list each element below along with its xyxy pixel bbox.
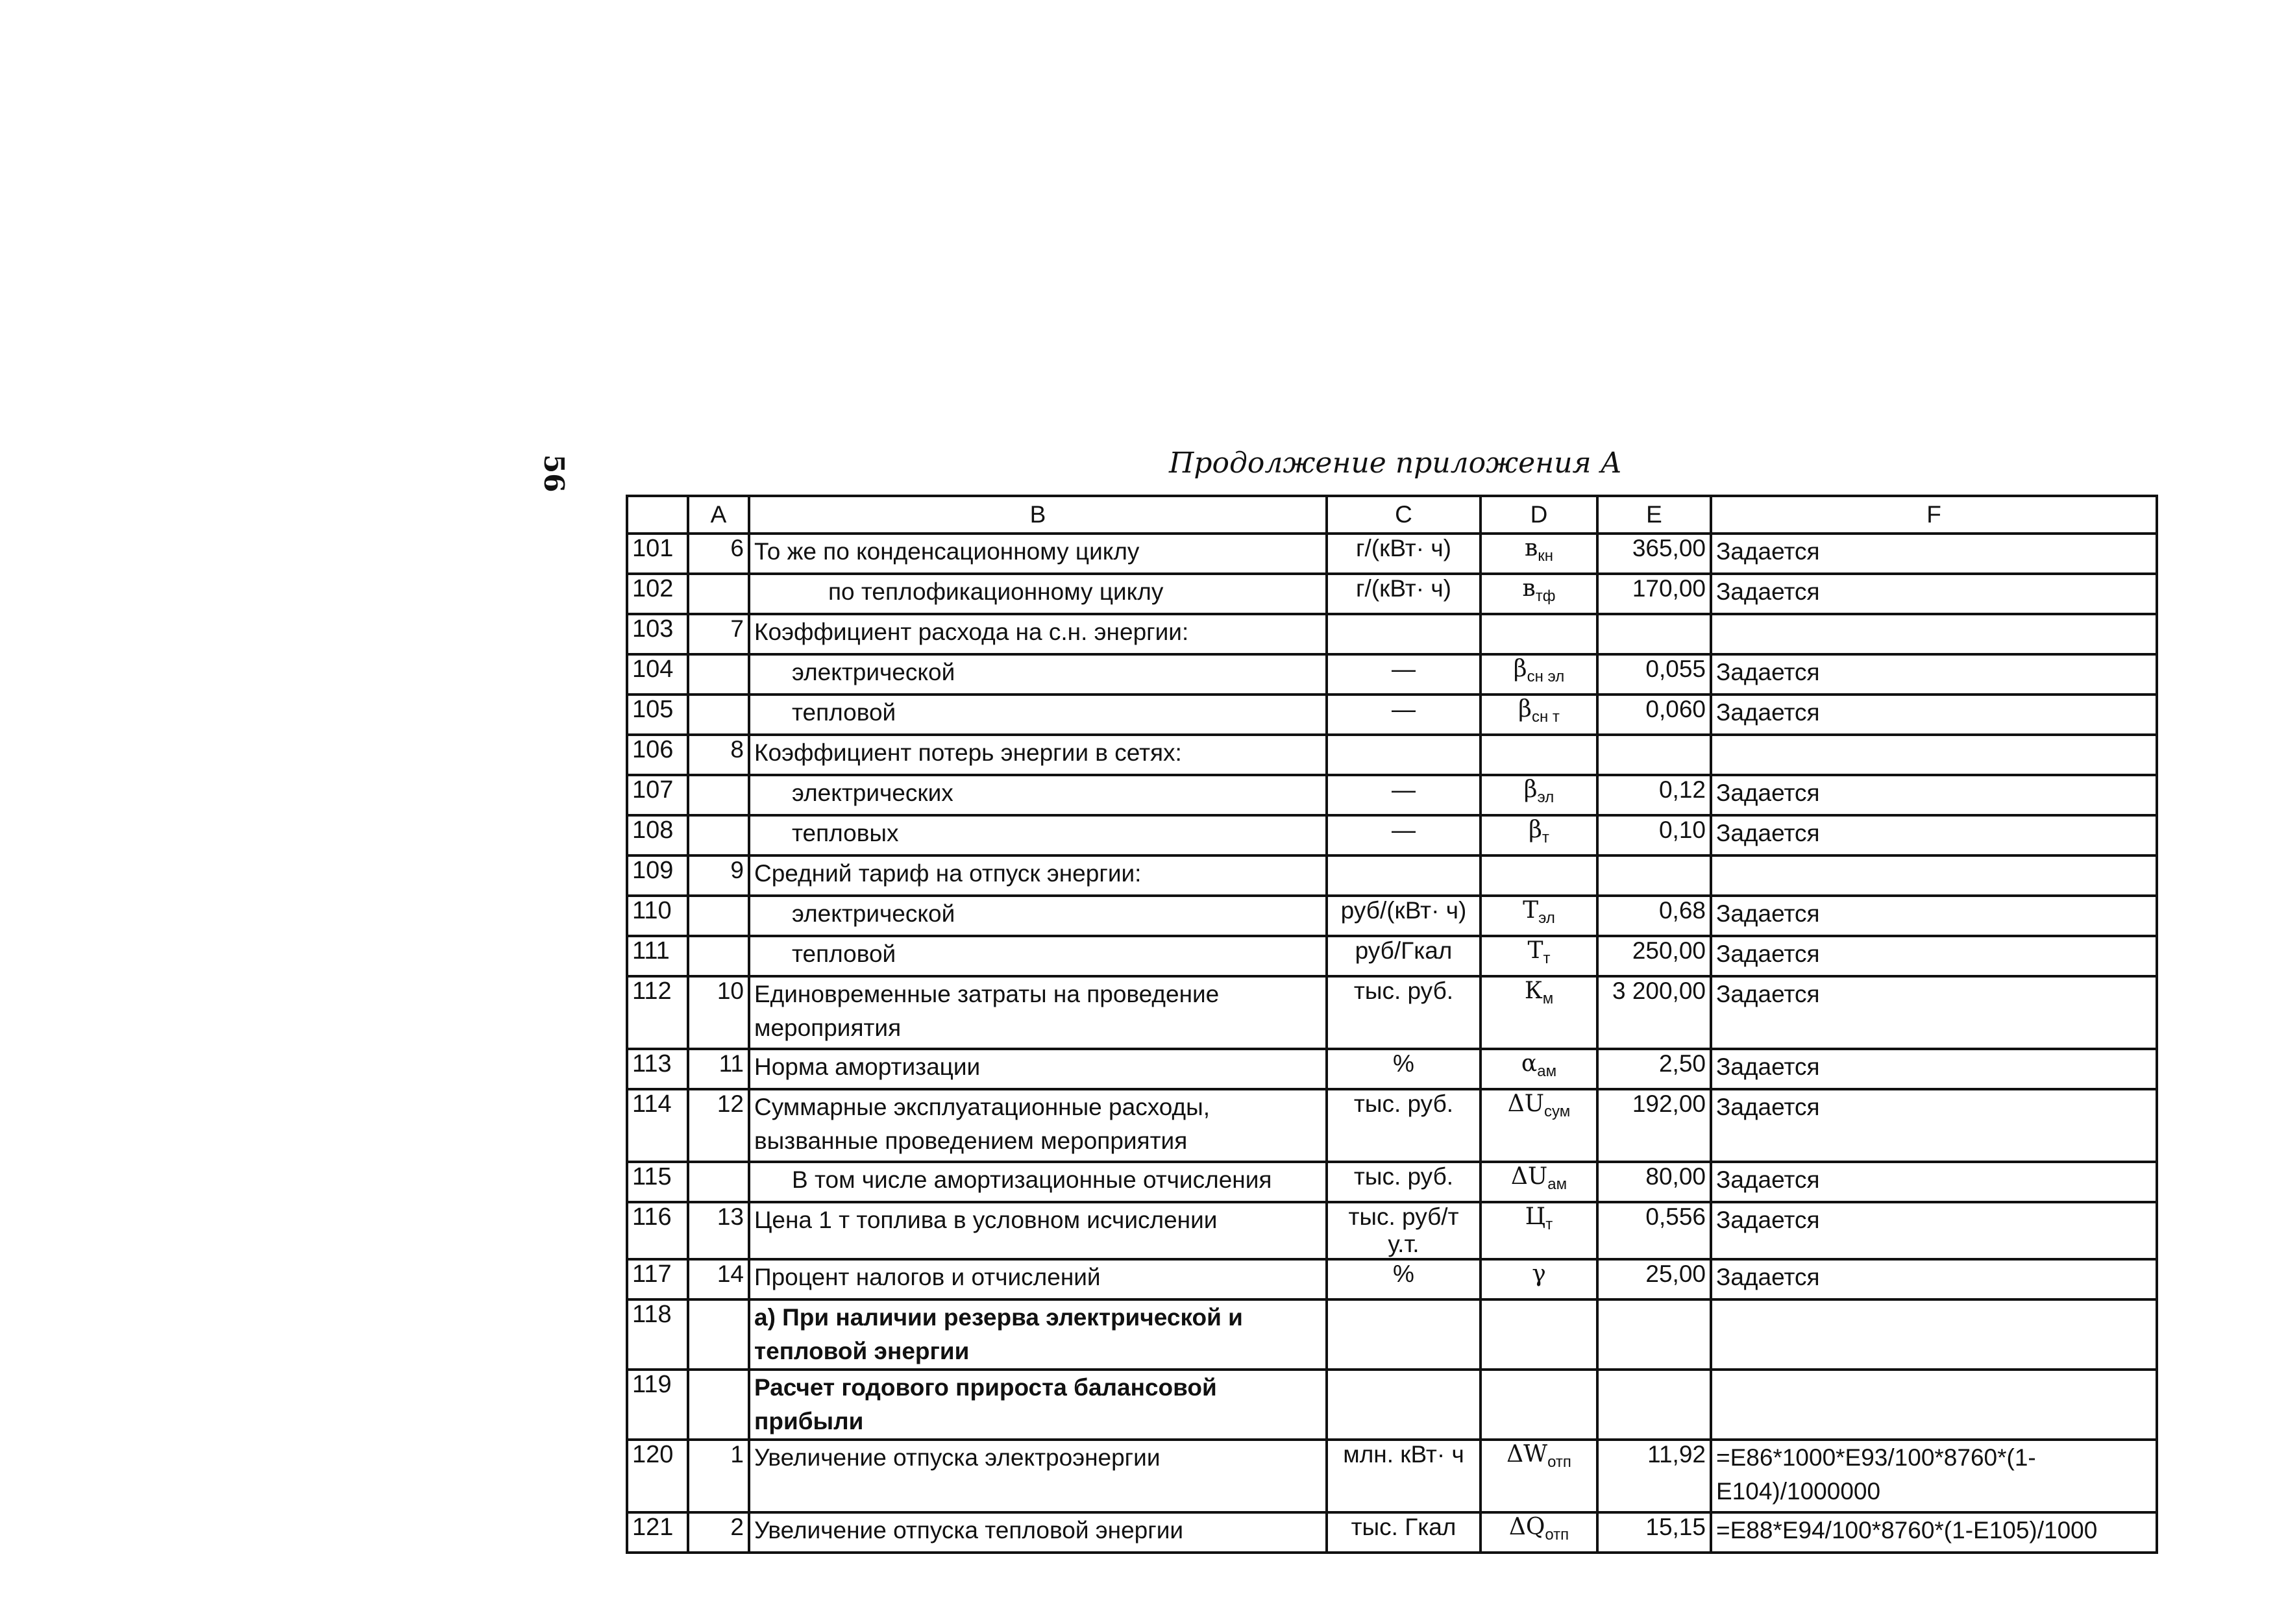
cell-unit: руб/(кВт· ч) <box>1327 896 1481 936</box>
symbol-base: β <box>1513 656 1527 682</box>
table-row <box>627 654 2157 695</box>
symbol-subscript: сн т <box>1531 708 1560 726</box>
cell-item-number: 2 <box>688 1512 749 1553</box>
column-header-f: F <box>1711 496 2157 534</box>
cell-value: 80,00 <box>1597 1162 1711 1202</box>
cell-description: Норма амортизации <box>749 1049 1327 1089</box>
table-row <box>627 815 2157 855</box>
cell-description: электрических <box>749 775 1327 815</box>
cell-symbol <box>1481 735 1597 775</box>
cell-symbol <box>1481 1370 1597 1440</box>
table-row <box>627 1299 2157 1370</box>
symbol-base: β <box>1523 776 1538 803</box>
cell-value <box>1597 614 1711 654</box>
cell-symbol <box>1481 1049 1597 1089</box>
cell-value: 0,055 <box>1597 654 1711 695</box>
spreadsheet-table <box>626 495 2158 1554</box>
row-number: 109 <box>627 855 688 896</box>
column-header-e: E <box>1597 496 1711 534</box>
cell-unit: г/(кВт· ч) <box>1327 574 1481 614</box>
cell-symbol <box>1481 1299 1597 1370</box>
cell-item-number <box>688 896 749 936</box>
cell-description: Коэффициент потерь энергии в сетях: <box>749 735 1327 775</box>
symbol-subscript: т <box>1545 1216 1553 1234</box>
corner-cell <box>627 496 688 534</box>
cell-item-number <box>688 695 749 735</box>
row-number: 117 <box>627 1259 688 1299</box>
cell-unit: тыс. руб. <box>1327 976 1481 1049</box>
cell-value: 170,00 <box>1597 574 1711 614</box>
symbol-base: α <box>1521 1050 1538 1077</box>
cell-item-number: 9 <box>688 855 749 896</box>
cell-value: 365,00 <box>1597 534 1711 574</box>
page-number: 56 <box>538 454 570 493</box>
cell-description: тепловых <box>749 815 1327 855</box>
cell-formula: Задается <box>1711 695 2157 735</box>
row-number: 106 <box>627 735 688 775</box>
table-row <box>627 855 2157 896</box>
cell-unit <box>1327 614 1481 654</box>
row-number: 111 <box>627 936 688 976</box>
row-number: 119 <box>627 1370 688 1440</box>
row-number: 108 <box>627 815 688 855</box>
cell-unit: — <box>1327 654 1481 695</box>
symbol-base: ΔW <box>1506 1441 1548 1468</box>
cell-description: То же по конденсационному циклу <box>749 534 1327 574</box>
table-row <box>627 574 2157 614</box>
row-number: 107 <box>627 775 688 815</box>
row-number: 115 <box>627 1162 688 1202</box>
cell-symbol <box>1481 896 1597 936</box>
table-row <box>627 1089 2157 1162</box>
cell-value: 3 200,00 <box>1597 976 1711 1049</box>
row-number: 112 <box>627 976 688 1049</box>
cell-symbol <box>1481 534 1597 574</box>
cell-item-number: 1 <box>688 1440 749 1512</box>
column-header-b: B <box>749 496 1327 534</box>
symbol-base: Ц <box>1525 1203 1546 1230</box>
column-header-row <box>627 496 2157 534</box>
table-row <box>627 896 2157 936</box>
row-number: 113 <box>627 1049 688 1089</box>
cell-symbol <box>1481 1512 1597 1553</box>
symbol-subscript: м <box>1542 990 1554 1008</box>
cell-symbol <box>1481 976 1597 1049</box>
cell-item-number <box>688 1162 749 1202</box>
table-row <box>627 1440 2157 1512</box>
table-row <box>627 775 2157 815</box>
table-row <box>627 1512 2157 1553</box>
cell-description: электрической <box>749 654 1327 695</box>
cell-formula: Задается <box>1711 896 2157 936</box>
cell-value: 0,68 <box>1597 896 1711 936</box>
symbol-subscript: кн <box>1538 547 1554 565</box>
cell-unit: тыс. руб/т у.т. <box>1327 1202 1481 1259</box>
row-number: 101 <box>627 534 688 574</box>
cell-formula: Задается <box>1711 1049 2157 1089</box>
cell-description: а) При наличии резерва электрической и тепловой энергии <box>749 1299 1327 1370</box>
symbol-base: β <box>1529 817 1542 843</box>
cell-formula: Задается <box>1711 1259 2157 1299</box>
cell-formula: Задается <box>1711 936 2157 976</box>
symbol-base: ΔQ <box>1508 1514 1545 1540</box>
symbol-base: в <box>1522 575 1536 602</box>
cell-formula: Задается <box>1711 775 2157 815</box>
table-row <box>627 976 2157 1049</box>
cell-symbol <box>1481 654 1597 695</box>
symbol-base: Т <box>1523 897 1539 924</box>
cell-description: Суммарные эксплуатационные расходы, вызванные проведением мероприятия <box>749 1089 1327 1162</box>
cell-value <box>1597 735 1711 775</box>
cell-description: Единовременные затраты на проведение мероприятия <box>749 976 1327 1049</box>
cell-description: Увеличение отпуска тепловой энергии <box>749 1512 1327 1553</box>
table-row <box>627 1370 2157 1440</box>
cell-symbol <box>1481 1259 1597 1299</box>
cell-value: 11,92 <box>1597 1440 1711 1512</box>
row-number: 121 <box>627 1512 688 1553</box>
symbol-base: К <box>1524 978 1543 1004</box>
cell-item-number: 6 <box>688 534 749 574</box>
symbol-subscript: т <box>1543 950 1551 968</box>
cell-formula: Задается <box>1711 976 2157 1049</box>
cell-formula: Задается <box>1711 654 2157 695</box>
cell-description: электрической <box>749 896 1327 936</box>
symbol-base: γ <box>1532 1261 1546 1287</box>
table-row <box>627 936 2157 976</box>
row-number: 120 <box>627 1440 688 1512</box>
symbol-subscript: отп <box>1547 1453 1571 1471</box>
cell-description: В том числе амортизационные отчисления <box>749 1162 1327 1202</box>
row-number: 103 <box>627 614 688 654</box>
cell-value: 15,15 <box>1597 1512 1711 1553</box>
cell-item-number: 7 <box>688 614 749 654</box>
cell-unit: — <box>1327 695 1481 735</box>
cell-unit <box>1327 1370 1481 1440</box>
cell-description: Увеличение отпуска электроэнергии <box>749 1440 1327 1512</box>
cell-unit: тыс. руб. <box>1327 1089 1481 1162</box>
symbol-base: в <box>1524 535 1538 561</box>
row-number: 114 <box>627 1089 688 1162</box>
symbol-subscript: тф <box>1535 587 1556 606</box>
row-number: 105 <box>627 695 688 735</box>
cell-symbol <box>1481 574 1597 614</box>
table-row <box>627 1162 2157 1202</box>
table-row <box>627 695 2157 735</box>
table-row <box>627 1049 2157 1089</box>
cell-formula <box>1711 1299 2157 1370</box>
cell-unit: г/(кВт· ч) <box>1327 534 1481 574</box>
cell-description: тепловой <box>749 695 1327 735</box>
cell-description: Цена 1 т топлива в условном исчислении <box>749 1202 1327 1259</box>
symbol-base: β <box>1518 696 1532 722</box>
symbol-subscript: ам <box>1547 1175 1567 1194</box>
symbol-subscript: сн эл <box>1527 668 1565 686</box>
cell-unit <box>1327 735 1481 775</box>
cell-symbol <box>1481 775 1597 815</box>
cell-unit: — <box>1327 775 1481 815</box>
symbol-subscript: эл <box>1537 789 1555 807</box>
cell-value: 0,12 <box>1597 775 1711 815</box>
cell-symbol <box>1481 1202 1597 1259</box>
row-number: 116 <box>627 1202 688 1259</box>
cell-description: тепловой <box>749 936 1327 976</box>
table-row <box>627 1259 2157 1299</box>
cell-unit: тыс. руб. <box>1327 1162 1481 1202</box>
cell-description: Коэффициент расхода на с.н. энергии: <box>749 614 1327 654</box>
symbol-subscript: т <box>1542 829 1549 847</box>
row-number: 110 <box>627 896 688 936</box>
column-header-a: A <box>688 496 749 534</box>
row-number: 118 <box>627 1299 688 1370</box>
row-number: 104 <box>627 654 688 695</box>
cell-value: 0,556 <box>1597 1202 1711 1259</box>
cell-value: 192,00 <box>1597 1089 1711 1162</box>
cell-value: 0,10 <box>1597 815 1711 855</box>
cell-item-number: 11 <box>688 1049 749 1089</box>
cell-formula <box>1711 1370 2157 1440</box>
cell-value: 25,00 <box>1597 1259 1711 1299</box>
cell-value: 0,060 <box>1597 695 1711 735</box>
cell-unit: — <box>1327 815 1481 855</box>
cell-formula: =E86*1000*E93/100*8760*(1-E104)/1000000 <box>1711 1440 2157 1512</box>
cell-description: Средний тариф на отпуск энергии: <box>749 855 1327 896</box>
cell-symbol <box>1481 614 1597 654</box>
cell-formula <box>1711 855 2157 896</box>
symbol-subscript: сум <box>1544 1103 1571 1121</box>
symbol-base: Т <box>1527 937 1543 964</box>
cell-item-number <box>688 1370 749 1440</box>
cell-value: 250,00 <box>1597 936 1711 976</box>
cell-formula: Задается <box>1711 574 2157 614</box>
cell-item-number <box>688 815 749 855</box>
cell-formula: Задается <box>1711 534 2157 574</box>
symbol-base: ΔU <box>1510 1163 1548 1190</box>
cell-formula: Задается <box>1711 815 2157 855</box>
cell-symbol <box>1481 815 1597 855</box>
table-row <box>627 534 2157 574</box>
cell-unit: руб/Гкал <box>1327 936 1481 976</box>
cell-symbol <box>1481 1162 1597 1202</box>
cell-description: Процент налогов и отчислений <box>749 1259 1327 1299</box>
cell-symbol <box>1481 1440 1597 1512</box>
column-header-c: C <box>1327 496 1481 534</box>
table-caption: Продолжение приложения А <box>1169 447 1622 480</box>
cell-item-number <box>688 574 749 614</box>
cell-value <box>1597 1370 1711 1440</box>
cell-value <box>1597 1299 1711 1370</box>
table-row <box>627 735 2157 775</box>
cell-formula: Задается <box>1711 1162 2157 1202</box>
cell-symbol <box>1481 855 1597 896</box>
cell-item-number <box>688 775 749 815</box>
symbol-subscript: эл <box>1538 909 1555 928</box>
cell-item-number: 12 <box>688 1089 749 1162</box>
table-row <box>627 1202 2157 1259</box>
cell-description: по теплофикационному циклу <box>749 574 1327 614</box>
cell-unit: % <box>1327 1259 1481 1299</box>
cell-formula: Задается <box>1711 1089 2157 1162</box>
cell-item-number <box>688 654 749 695</box>
cell-formula: Задается <box>1711 1202 2157 1259</box>
symbol-subscript: ам <box>1537 1063 1557 1081</box>
cell-symbol <box>1481 1089 1597 1162</box>
cell-item-number <box>688 1299 749 1370</box>
cell-item-number: 14 <box>688 1259 749 1299</box>
cell-value <box>1597 855 1711 896</box>
cell-unit <box>1327 855 1481 896</box>
cell-unit: млн. кВт· ч <box>1327 1440 1481 1512</box>
cell-formula <box>1711 735 2157 775</box>
cell-symbol <box>1481 695 1597 735</box>
cell-symbol <box>1481 936 1597 976</box>
column-header-d: D <box>1481 496 1597 534</box>
cell-formula: =E88*E94/100*8760*(1-E105)/1000 <box>1711 1512 2157 1553</box>
cell-formula <box>1711 614 2157 654</box>
cell-item-number <box>688 936 749 976</box>
cell-description: Расчет годового прироста балансовой прибыли <box>749 1370 1327 1440</box>
cell-value: 2,50 <box>1597 1049 1711 1089</box>
cell-unit: % <box>1327 1049 1481 1089</box>
cell-item-number: 8 <box>688 735 749 775</box>
row-number: 102 <box>627 574 688 614</box>
symbol-base: ΔU <box>1507 1090 1545 1117</box>
cell-item-number: 13 <box>688 1202 749 1259</box>
cell-unit <box>1327 1299 1481 1370</box>
symbol-subscript: отп <box>1545 1526 1569 1544</box>
cell-unit: тыс. Гкал <box>1327 1512 1481 1553</box>
table-row <box>627 614 2157 654</box>
cell-item-number: 10 <box>688 976 749 1049</box>
